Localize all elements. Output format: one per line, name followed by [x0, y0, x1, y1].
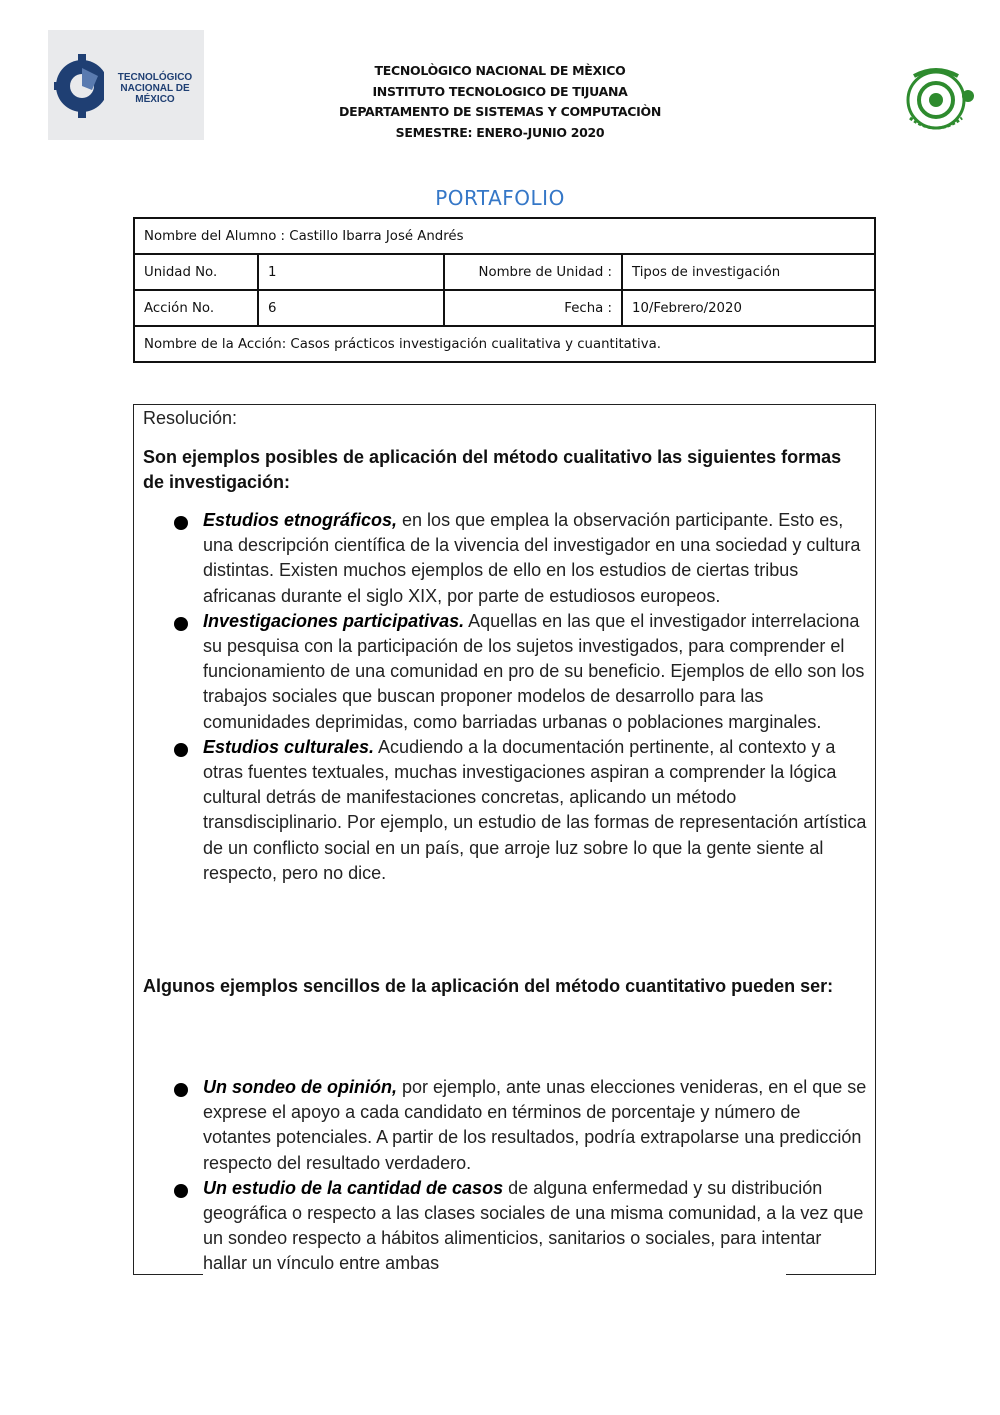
- table-row: [134, 218, 875, 254]
- fecha-label: Fecha :: [444, 290, 622, 326]
- item-text: en los que emplea la observación participante. Esto es, una descripción científica de la vivencia del investigador en una sociedad y cultura distintas. Existen muchos ejemplos de ello en los estudios de ciertas tribus africanas durante el siglo XIX, por parte de estudiosos europeos.: [203, 510, 861, 606]
- item-lead: Investigaciones participativas.: [203, 610, 465, 631]
- item-lead: Estudios etnográficos,: [203, 510, 398, 530]
- item-text: de alguna enfermedad y su distribución geográfica o respecto a las clases sociales de una misma comunidad, a la vez que un sondeo respecto a hábitos alimenticios, sanitarios o sociales, para intentar hallar un vínculo entre ambas: [203, 1177, 864, 1274]
- list-item: [172, 609, 867, 735]
- item-lead: Un estudio de la cantidad de casos: [203, 1177, 504, 1198]
- cualitativo-heading: Son ejemplos posibles de aplicación del método cualitativo las siguientes formas de investigación:: [143, 447, 842, 492]
- item-lead: Estudios culturales.: [203, 736, 375, 757]
- nombre-unidad-label: Nombre de Unidad :: [444, 254, 622, 290]
- accion-value: 6: [258, 290, 444, 326]
- resolucion-label: Resolución:: [143, 408, 238, 428]
- item-lead: Un sondeo de opinión,: [203, 1077, 397, 1097]
- nombre-unidad-value: Tipos de investigación: [622, 254, 875, 290]
- logo-line: NACIONAL DE MÉXICO: [120, 83, 190, 105]
- cualitativo-list: [172, 508, 867, 886]
- itt-seal-icon: [896, 66, 978, 136]
- page-title: PORTAFOLIO: [435, 186, 565, 210]
- table-row: [134, 254, 875, 290]
- table-row: [134, 326, 875, 362]
- item-text: Acudiendo a la documentación pertinente, al contexto y a otras fuentes textuales, muchas investigaciones aspiran a comprender la lógica cultural detrás de manifestaciones concretas, aplicando un método transdisciplinario. Por ejemplo, un estudio de las formas de representación artística de un conflicto social en un país, que arroje luz sobre lo que la gente siente al respecto, pero no dice.: [203, 736, 867, 883]
- list-item: [172, 1075, 867, 1176]
- accion-label: Acción No.: [134, 290, 258, 326]
- header-line: SEMESTRE: ENERO-JUNIO 2020: [395, 124, 605, 140]
- fecha-value: 10/Febrero/2020: [622, 290, 875, 326]
- bullet-icon: [174, 617, 188, 631]
- unidad-value: 1: [258, 254, 444, 290]
- student-info-table: [133, 217, 876, 363]
- institution-header: [300, 61, 700, 143]
- bullet-icon: [174, 516, 188, 530]
- tecnm-logo-text: [106, 72, 204, 105]
- alumno-label: Nombre del Alumno :: [144, 228, 286, 244]
- list-item: [172, 1176, 867, 1277]
- nombre-accion: Nombre de la Acción: Casos prácticos investigación cualitativa y cuantitativa.: [134, 326, 875, 362]
- bullet-icon: [174, 1083, 188, 1097]
- bullet-icon: [174, 1184, 188, 1198]
- tecnm-logo: [48, 30, 204, 140]
- cuantitativo-heading: Algunos ejemplos sencillos de la aplicación del método cuantitativo pueden ser:: [143, 976, 834, 996]
- unidad-label: Unidad No.: [134, 254, 258, 290]
- list-item: [172, 508, 867, 609]
- header-line: DEPARTAMENTO DE SISTEMAS Y COMPUTACIÒN: [339, 104, 661, 119]
- alumno-cell: [134, 218, 875, 254]
- cuantitativo-list: [172, 1075, 867, 1277]
- table-row: [134, 290, 875, 326]
- alumno-value: Castillo Ibarra José Andrés: [289, 228, 464, 244]
- header-line: INSTITUTO TECNOLOGICO DE TIJUANA: [372, 83, 628, 99]
- tecnm-gear-logo-icon: [52, 46, 104, 126]
- bullet-icon: [174, 743, 188, 757]
- header-line: TECNOLÒGICO NACIONAL DE MÈXICO: [374, 63, 626, 78]
- logo-line: TECNOLÓGICO: [117, 72, 193, 83]
- item-text: Aquellas en las que el investigador interrelaciona su pesquisa con la participación de los sujetos investigados, para comprender el funcionamiento de una comunidad en pro de su beneficio. Ejemplos de ello son los trabajos sociales que buscan proponer modelos de desarrollo para las comunidades deprimidas, como barriadas urbanas o poblaciones marginales.: [203, 610, 865, 732]
- item-text: por ejemplo, ante unas elecciones venideras, en el que se exprese el apoyo a cada candidato en términos de porcentaje y número de votantes potenciales. A partir de los resultados, podría extrapolarse una predicción respecto del resultado verdadero.: [203, 1077, 867, 1173]
- list-item: [172, 735, 867, 886]
